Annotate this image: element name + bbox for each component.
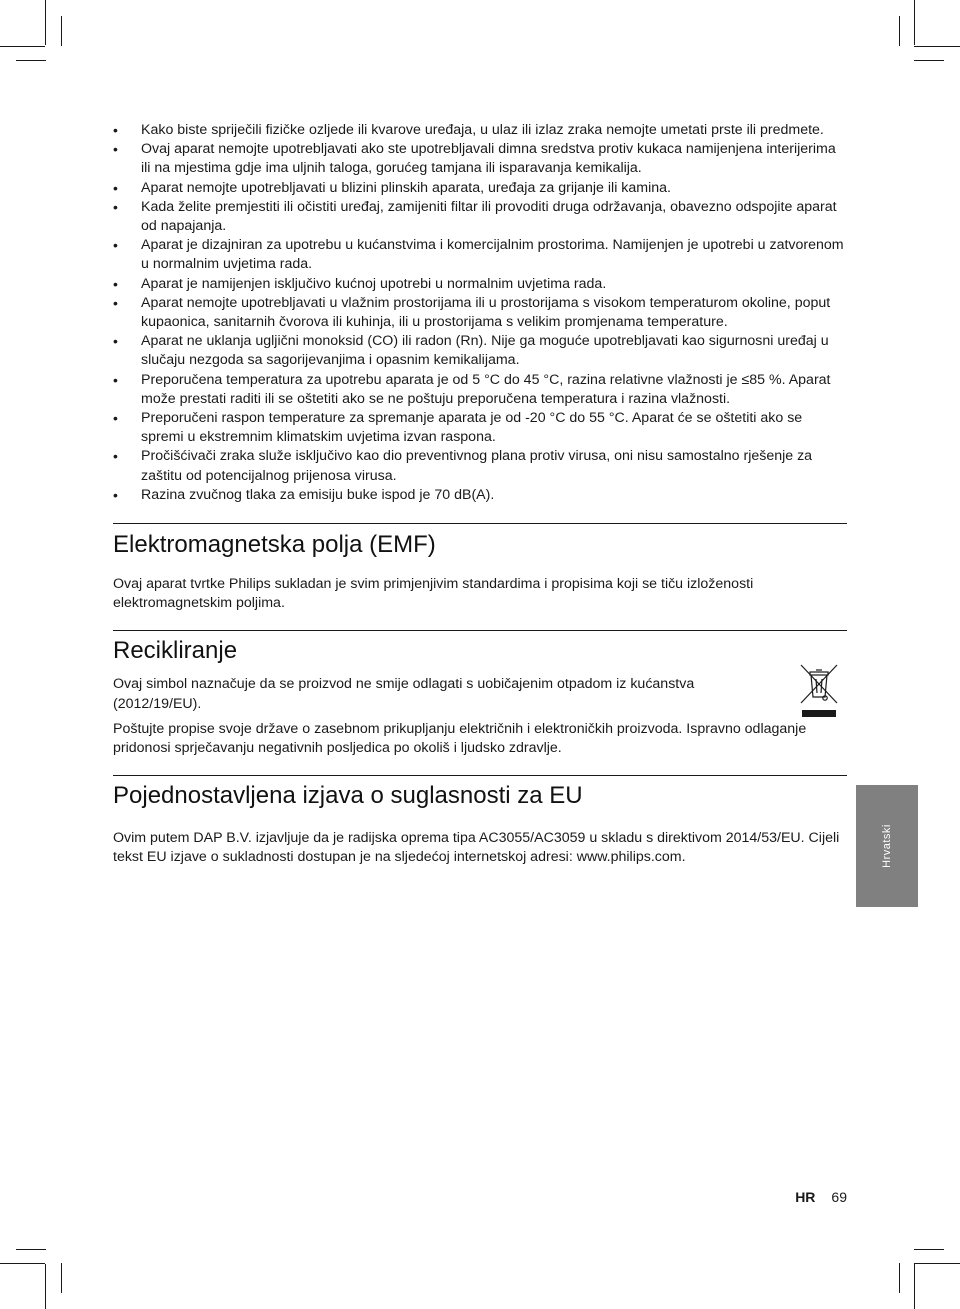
list-item: • Kada želite premjestiti ili očistiti uređaj, zamijeniti filtar ili provoditi druga održavanja, obavezno odspojite aparat od napajanja. [113, 198, 847, 236]
crop-mark [16, 1249, 46, 1250]
emf-text: Ovaj aparat tvrtke Philips sukladan je svim primjenjivim standardima i propisima koji se tiču izloženosti elektromagnetskim poljima. [113, 576, 754, 612]
language-side-tab [856, 785, 918, 907]
crop-mark [914, 1263, 960, 1264]
emf-heading: Elektromagnetska polja (EMF) [113, 531, 436, 559]
eu-declaration-section [113, 775, 847, 867]
recycling-text-2: Poštujte propise svoje države o zasebnom prikupljanju električnih i elektroničkih proizvoda. Ispravno odlaganje pridonosi sprječavanju negativnih posljedica po okoliš i ljudsko zdravlje. [113, 720, 807, 757]
crop-mark [914, 0, 915, 45]
crop-mark [16, 60, 46, 61]
crop-mark [914, 60, 944, 61]
crop-mark [914, 1249, 944, 1250]
crop-mark [45, 0, 46, 45]
list-item: • Aparat ne uklanja ugljični monoksid (CO) ili radon (Rn). Nije ga moguće upotrebljavati kao sigurnosni uređaj u slučaju nezgoda sa sagorijevanjima i opasnim kemikalijama. [113, 332, 847, 370]
list-item: • Preporučena temperatura za upotrebu aparata je od 5 °C do 45 °C, razina relativne vlažnosti je ≤85 %. Aparat može prestati raditi ili se oštetiti ako se ne poštuju preporučena temperatura i razina vlažnosti. [113, 371, 847, 409]
crossed-out-wheelie-bin-icon [799, 663, 839, 719]
recycling-heading: Recikliranje [113, 637, 238, 665]
list-item: • Aparat je namijenjen isključivo kućnoj upotrebi u normalnim uvjetima rada. [113, 275, 847, 294]
crop-mark [0, 1263, 45, 1264]
crop-mark [899, 16, 900, 46]
list-item: • Razina zvučnog tlaka za emisiju buke ispod je 70 dB(A). [113, 486, 847, 505]
side-tab-label: Hrvatski [881, 824, 893, 868]
crop-mark [914, 46, 960, 47]
crop-mark [0, 46, 45, 47]
page-content [113, 121, 847, 868]
eu-heading: Pojednostavljena izjava o suglasnosti za EU [113, 782, 583, 810]
crop-mark [914, 1264, 915, 1309]
crop-mark [899, 1263, 900, 1293]
safety-bullet-list [113, 121, 847, 505]
list-item: • Preporučeni raspon temperature za spremanje aparata je od -20 °C do 55 °C. Aparat će se oštetiti ako se spremi u ekstremnim klimatskim uvjetima izvan raspona. [113, 409, 847, 447]
eu-text: Ovim putem DAP B.V. izjavljuje da je radijska oprema tipa AC3055/AC3059 u skladu s direktivom 2014/53/EU. Cijeli tekst EU izjave o sukladnosti dostupan je na sljedećoj internetskoj adresi: www.philips.com. [113, 830, 840, 866]
recycling-text: Ovaj simbol naznačuje da se proizvod ne smije odlagati s uobičajenim otpadom iz kućanstva (2012/19/EU). [113, 676, 695, 712]
list-item: • Aparat je dizajniran za upotrebu u kućanstvima i komercijalnim prostorima. Namijenjen je upotrebi u zatvorenom u normalnim uvjetima rada. [113, 236, 847, 274]
page-footer [795, 1188, 847, 1206]
recycling-section [113, 630, 847, 758]
crop-mark [45, 1264, 46, 1309]
crop-mark [61, 1263, 62, 1293]
list-item: • Pročišćivači zraka služe isključivo kao dio preventivnog plana protiv virusa, oni nisu samostalno rješenje za zaštitu od potencijalnog prijenosa virusa. [113, 447, 847, 485]
emf-section [113, 523, 847, 613]
crop-mark [61, 16, 62, 46]
list-item: • Kako biste spriječili fizičke ozljede ili kvarove uređaja, u ulaz ili izlaz zraka nemojte umetati prste ili predmete. [113, 121, 847, 140]
list-item: • Aparat nemojte upotrebljavati u blizini plinskih aparata, uređaja za grijanje ili kamina. [113, 179, 847, 198]
list-item: • Ovaj aparat nemojte upotrebljavati ako ste upotrebljavali dimna sredstva protiv kukaca namijenjena interijerima ili na mjestima gdje ima uljnih taloga, gorućeg tamjana ili isparavanja kemikalija. [113, 140, 847, 178]
footer-language: HR [795, 1189, 816, 1205]
list-item: • Aparat nemojte upotrebljavati u vlažnim prostorijama ili u prostorijama s visokom temperaturom okoline, poput kupaonica, sanitarnih čvorova ili kuhinja, ili u prostorijama s velikim promjenama temperature. [113, 294, 847, 332]
page-number: 69 [831, 1189, 847, 1205]
